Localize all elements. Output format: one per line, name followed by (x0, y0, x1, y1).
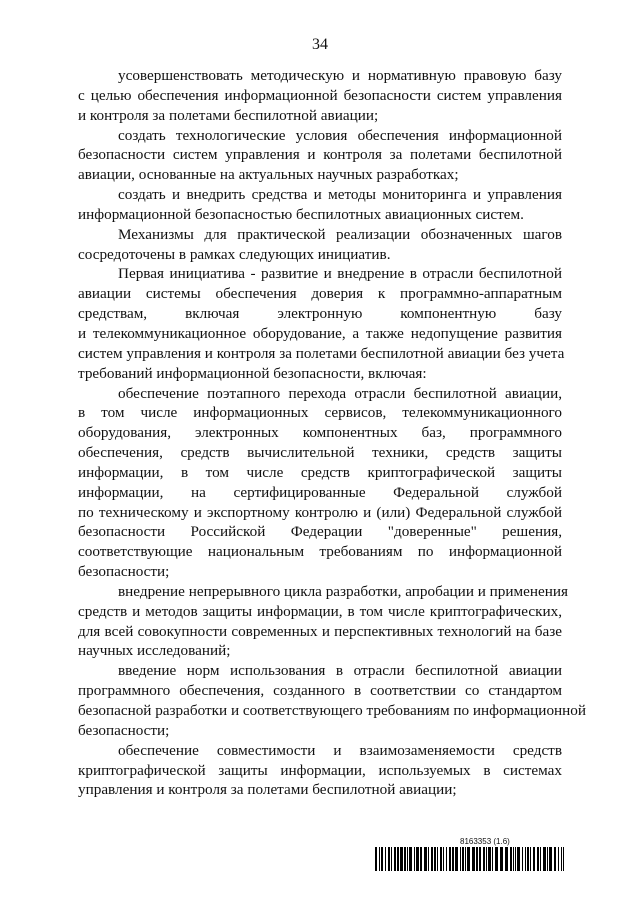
text-line: безопасной разработки и соответствующего требованиям по информационной (78, 702, 587, 719)
paragraph (78, 264, 565, 383)
barcode-bar (510, 847, 512, 871)
barcode-bar (440, 847, 442, 871)
barcode-bar (462, 847, 464, 871)
barcode-bar (558, 847, 559, 871)
barcode (375, 847, 565, 871)
barcode-bar (488, 847, 491, 871)
text-line: управления и контроля за полетами беспилотной авиации; (78, 781, 457, 799)
barcode-bar (428, 847, 429, 871)
text-line: обеспечение поэтапного перехода отрасли беспилотной авиации, (118, 384, 562, 402)
barcode-bar (460, 847, 461, 871)
barcode-bar (540, 847, 541, 871)
barcode-bar (409, 847, 412, 871)
barcode-bar (479, 847, 481, 871)
barcode-bar (414, 847, 415, 871)
paragraph (78, 384, 562, 582)
barcode-bar (527, 847, 529, 871)
text-line: средств и методов защиты информации, в том числе криптографических, (78, 602, 562, 620)
text-line: соответствующие национальным требованиям по информационной (78, 543, 562, 561)
barcode-bar (431, 847, 433, 871)
barcode-bar (379, 847, 380, 871)
barcode-bar (394, 847, 396, 871)
text-line: создать технологические условия обеспечения информационной (118, 126, 562, 144)
barcode-bar (483, 847, 485, 871)
barcode-bar (407, 847, 408, 871)
text-line: информации, в том числе средств криптографической защиты (78, 463, 562, 481)
paragraph (78, 582, 568, 661)
barcode-bar (543, 847, 546, 871)
barcode-bar (449, 847, 451, 871)
text-line: средствам, включая электронную компонентную базу (78, 305, 562, 323)
barcode-bar (554, 847, 556, 871)
barcode-bar (391, 847, 392, 871)
barcode-bar (443, 847, 444, 871)
text-line: криптографической защиты информации, используемых в системах (78, 761, 562, 779)
barcode-bar (472, 847, 475, 871)
text-line: и контроля за полетами беспилотной авиации; (78, 106, 379, 124)
text-line: для всей совокупности современных и перспективных технологий на базе (78, 622, 562, 640)
text-line: обеспечения, средств вычислительной техники, средств защиты (78, 444, 562, 462)
text-line: программного обеспечения, созданного в соответствии со стандартом (78, 682, 562, 700)
barcode-bar (476, 847, 478, 871)
barcode-bar (420, 847, 422, 871)
barcode-bar (505, 847, 508, 871)
text-line: безопасности; (78, 721, 170, 739)
text-line: научных исследований; (78, 642, 231, 660)
barcode-bar (547, 847, 548, 871)
text-line: внедрение непрерывного цикла разработки, апробации и применения (118, 582, 568, 600)
text-line: авиации, основанные на актуальных научных разработках; (78, 166, 459, 184)
barcode-bar (530, 847, 531, 871)
text-line: безопасности; (78, 563, 170, 581)
text-line: введение норм использования в отрасли беспилотной авиации (118, 662, 562, 680)
barcode-bar (549, 847, 552, 871)
paragraph (78, 185, 562, 225)
text-line: сосредоточены в рамках следующих инициатив. (78, 245, 391, 263)
barcode-bar (424, 847, 427, 871)
paragraph (78, 66, 562, 126)
text-line: оборудования, электронных компонентных баз, программного (78, 424, 562, 442)
document-body (78, 66, 587, 800)
barcode-bar (385, 847, 386, 871)
text-line: Первая инициатива - развитие и внедрение в отрасли беспилотной (118, 265, 562, 283)
text-line: требований информационной безопасности, включая: (78, 364, 427, 382)
page-number: 34 (312, 36, 328, 53)
text-line: обеспечение совместимости и взаимозаменяемости средств (118, 741, 562, 759)
barcode-bar (397, 847, 399, 871)
barcode-bar (465, 847, 466, 871)
barcode-bar (495, 847, 498, 871)
barcode-bar (537, 847, 539, 871)
barcode-bar (500, 847, 503, 871)
barcode-bar (416, 847, 419, 871)
barcode-number: 8163353 (1.6) (460, 837, 510, 846)
barcode-bar (404, 847, 406, 871)
barcode-bar (492, 847, 493, 871)
paragraph (78, 225, 562, 265)
text-line: авиации системы обеспечения доверия к программно-аппаратным (78, 285, 562, 303)
barcode-bar (375, 847, 377, 871)
barcode-bar (522, 847, 523, 871)
barcode-bar (513, 847, 514, 871)
barcode-bar (388, 847, 390, 871)
paragraph (78, 741, 562, 801)
text-line: с целью обеспечения информационной безопасности систем управления (78, 86, 562, 104)
text-line: безопасности систем управления и контроля за полетами беспилотной (78, 146, 562, 164)
barcode-bar (400, 847, 403, 871)
barcode-bar (381, 847, 383, 871)
text-line: систем управления и контроля за полетами беспилотной авиации без учета (78, 344, 565, 362)
barcode-bar (533, 847, 535, 871)
text-line: Механизмы для практической реализации обозначенных шагов (118, 225, 562, 243)
barcode-bar (455, 847, 458, 871)
barcode-bar (525, 847, 526, 871)
paragraph (78, 661, 587, 740)
text-line: и телекоммуникационное оборудование, а также недопущение развития (78, 324, 562, 342)
text-line: информации, на сертифицированные Федеральной службой (78, 483, 562, 501)
barcode-bar (434, 847, 436, 871)
barcode-bar (446, 847, 447, 871)
text-line: усовершенствовать методическую и нормативную правовую базу (118, 67, 562, 84)
barcode-bar (486, 847, 487, 871)
text-line: информационной безопасностью беспилотных авиационных систем. (78, 205, 524, 223)
paragraph (78, 126, 562, 186)
barcode-bar (467, 847, 470, 871)
text-line: создать и внедрить средства и методы мониторинга и управления (118, 186, 562, 204)
barcode-bar (517, 847, 520, 871)
barcode-bar (515, 847, 516, 871)
text-line: в том числе информационных сервисов, телекоммуникационного (78, 404, 562, 422)
text-line: по техническому и экспортному контролю и (или) Федеральной службой (78, 503, 562, 521)
barcode-bar (563, 847, 564, 871)
barcode-bar (561, 847, 562, 871)
text-line: безопасности Российской Федерации "доверенные" решения, (78, 523, 562, 541)
barcode-bar (437, 847, 438, 871)
barcode-bar (452, 847, 454, 871)
